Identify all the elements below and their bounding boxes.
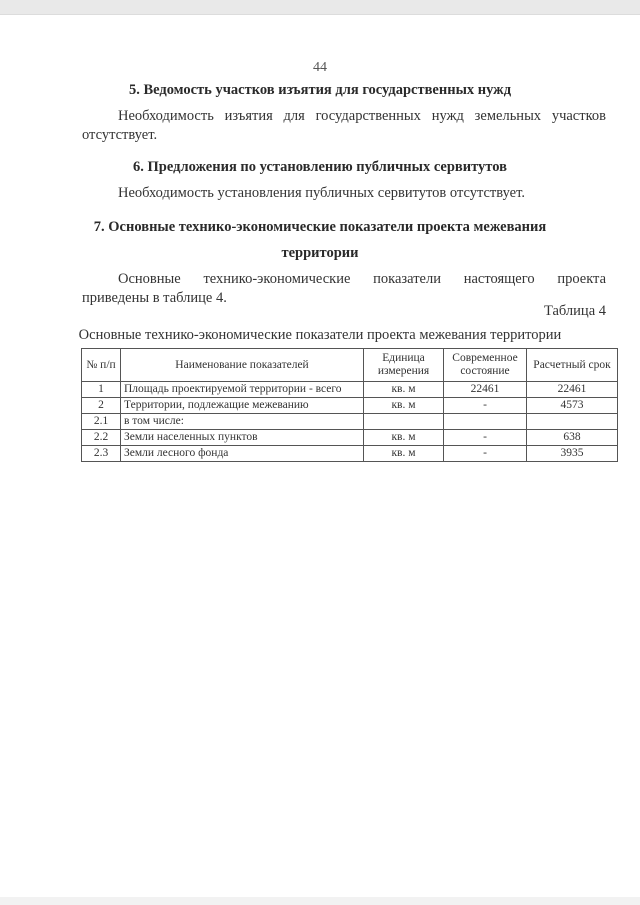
section-5-heading: 5. Ведомость участков изъятия для государственных нужд	[128, 82, 512, 98]
header-number: № п/п	[82, 349, 121, 382]
table-row	[82, 382, 618, 398]
header-unit: Единица измерения	[364, 349, 444, 382]
header-current-state: Современное состояние	[444, 349, 527, 382]
section-5-paragraph	[82, 107, 606, 145]
row-current-state: -	[444, 398, 527, 414]
row-indicator-name: Земли населенных пунктов	[121, 430, 364, 446]
row-projected: 4573	[527, 398, 618, 414]
section-7-heading-line1: 7. Основные технико-экономические показатели проекта межевания	[93, 219, 547, 235]
row-projected: 22461	[527, 382, 618, 398]
row-current-state: 22461	[444, 382, 527, 398]
section-7-heading-line2: территории	[281, 245, 359, 261]
page-number: 44	[313, 60, 327, 75]
row-current-state: -	[444, 430, 527, 446]
table-row	[82, 430, 618, 446]
section-6-paragraph	[82, 184, 606, 203]
table-label: Таблица 4	[543, 303, 606, 319]
section-7-text-line1: Основные технико-экономические показатели настоящего проекта	[118, 271, 606, 287]
row-projected: 638	[527, 430, 618, 446]
row-indicator-name: Территории, подлежащие межеванию	[121, 398, 364, 414]
row-number: 1	[82, 382, 121, 398]
row-projected	[527, 414, 618, 430]
header-indicator-name: Наименование показателей	[121, 349, 364, 382]
table-row	[82, 446, 618, 462]
row-number: 2	[82, 398, 121, 414]
row-indicator-name: Площадь проектируемой территории - всего	[121, 382, 364, 398]
section-6-text: Необходимость установления публичных сервитутов отсутствует.	[118, 185, 525, 201]
section-7-text-line2: приведены в таблице 4.	[82, 290, 227, 306]
row-unit: кв. м	[364, 430, 444, 446]
scan-border-bottom	[0, 897, 640, 905]
row-projected: 3935	[527, 446, 618, 462]
row-indicator-name: в том числе:	[121, 414, 364, 430]
section-6-heading: 6. Предложения по установлению публичных сервитутов	[133, 159, 507, 175]
row-number: 2.2	[82, 430, 121, 446]
table-row	[82, 398, 618, 414]
indicators-table	[81, 348, 618, 462]
section-7-paragraph	[82, 270, 606, 308]
row-unit	[364, 414, 444, 430]
row-number: 2.1	[82, 414, 121, 430]
header-projected: Расчетный срок	[527, 349, 618, 382]
row-indicator-name: Земли лесного фонда	[121, 446, 364, 462]
row-number: 2.3	[82, 446, 121, 462]
row-current-state	[444, 414, 527, 430]
row-unit: кв. м	[364, 398, 444, 414]
table-caption: Основные технико-экономические показатели проекта межевания территории	[78, 327, 562, 343]
section-5-text-line1: Необходимость изъятия для государственных нужд земельных участков	[118, 108, 606, 124]
section-5-text-line2: отсутствует.	[82, 127, 158, 143]
table-row	[82, 414, 618, 430]
table-header-row	[82, 349, 618, 382]
row-unit: кв. м	[364, 382, 444, 398]
row-unit: кв. м	[364, 446, 444, 462]
row-current-state: -	[444, 446, 527, 462]
